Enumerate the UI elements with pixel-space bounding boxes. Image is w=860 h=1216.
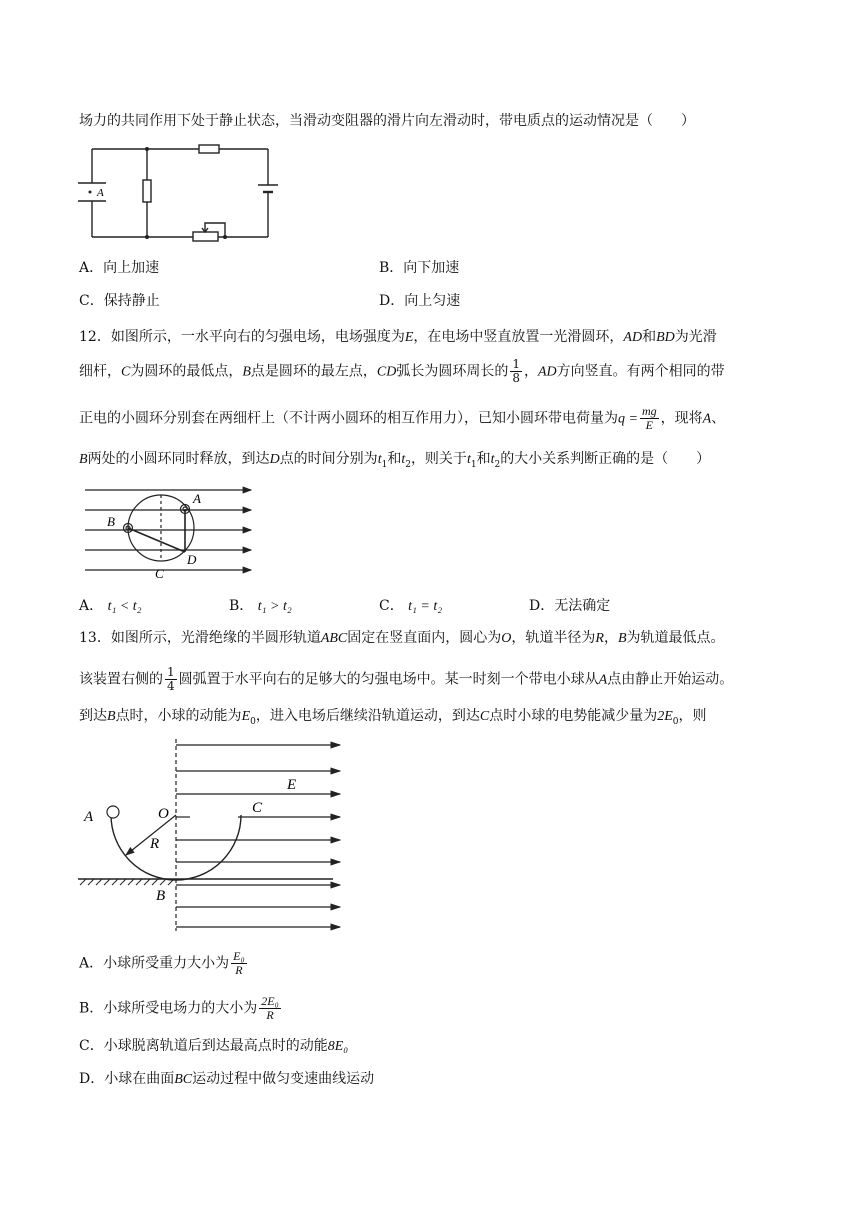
q13-track-field-diagram xyxy=(78,735,358,935)
q13-option-d: D．小球在曲面BC运动过程中做匀变速曲线运动 xyxy=(79,1071,375,1087)
q12-fig-label-c: C xyxy=(155,566,164,581)
q12-option-a: A． t₁ < t₂ xyxy=(79,598,142,614)
q13-line-2: 该装置右侧的 $\frac{1}{4}$ 圆弧置于水平向右的足够大的匀强电场中。某一时刻一个带电小球从A点由静止开始运动。 xyxy=(79,665,734,693)
q12-fig-label-a: A xyxy=(193,491,201,506)
q11-option-b: B．向下加速 xyxy=(379,260,460,276)
q11-option-c: C．保持静止 xyxy=(79,293,160,309)
q11-option-d: D．向上匀速 xyxy=(379,293,461,309)
q12-option-b: B． t₁ > t₂ xyxy=(229,598,292,614)
q11-circuit-diagram xyxy=(75,143,275,243)
q13-option-c: C．小球脱离轨道后到达最高点时的动能8E₀ xyxy=(79,1038,349,1054)
q13-fig-label-o: O xyxy=(158,806,169,822)
q12-line-1: 12．如图所示，一水平向右的匀强电场，电场强度为E，在电场中竖直放置一光滑圆环，AD和BD为光滑 xyxy=(79,329,717,345)
q11-option-a: A．向上加速 xyxy=(79,260,160,276)
q13-fig-label-b: B xyxy=(156,888,166,904)
q12-field-ring-diagram xyxy=(83,484,263,584)
q12-fig-label-b: B xyxy=(107,514,115,529)
q12-line-3: 正电的小圆环分别套在两细杆上（不计两小圆环的相互作用力），已知小圆环带电荷量为q = $\frac{mg}{E}$ ，现将A、 xyxy=(79,404,726,432)
q12-line-4: B两处的小圆环同时释放，到达D点的时间分别为$t_1$和$t_2$，则关于$t_1$和$t_2$的大小关系判断正确的是（ ） xyxy=(79,451,711,470)
q12-fig-label-d: D xyxy=(187,552,197,567)
q13-fig-label-c: C xyxy=(252,800,263,816)
q12-option-c: C． t₁ = t₂ xyxy=(379,598,443,614)
q13-line-1: 13．如图所示，光滑绝缘的半圆形轨道ABC固定在竖直面内，圆心为O，轨道半径为R，B为轨道最低点。 xyxy=(79,630,725,646)
q11-stem: 场力的共同作用下处于静止状态，当滑动变阻器的滑片向左滑动时，带电质点的运动情况是（ ） xyxy=(79,113,695,129)
q11-label-a: A xyxy=(97,187,104,199)
q13-fig-label-r: R xyxy=(150,836,160,852)
q13-fig-label-a: A xyxy=(84,809,94,825)
q13-fig-label-e: E xyxy=(287,777,297,793)
q13-option-a: A．小球所受重力大小为 $\frac{\text{E₀}}{R}$ xyxy=(79,949,245,977)
q13-option-b: B．小球所受电场力的大小为 $\frac{\text{2E₀}}{R}$ xyxy=(79,994,279,1022)
q13-line-3: 到达B点时，小球的动能为$E_0$，进入电场后继续沿轨道运动，到达C点时小球的电势能减少量为$2E_0$，则 xyxy=(79,708,707,727)
q12-line-2: 细杆，C为圆环的最低点，B点是圆环的最左点，CD弧长为圆环周长的 $\frac{1}{8}$ ，AD方向竖直。有两个相同的带 xyxy=(79,357,725,385)
q12-option-d: D．无法确定 xyxy=(529,598,611,614)
